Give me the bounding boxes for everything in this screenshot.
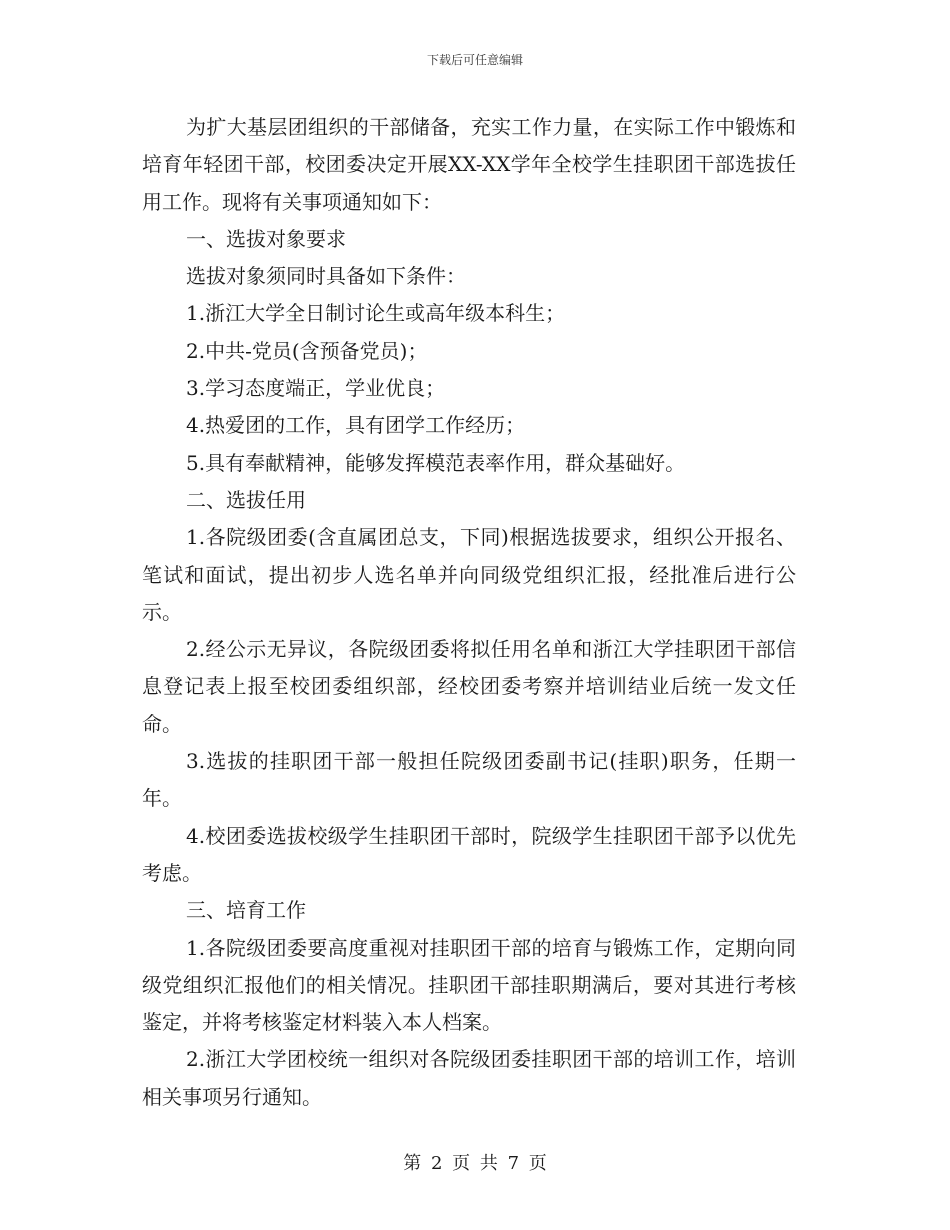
paragraph: 选拔对象须同时具备如下条件： <box>186 264 466 289</box>
list-item: 1.各院级团委要高度重视对挂职团干部的培育与锻炼工作，定期向同级党组织汇报他们的相关情况。挂职团干部挂职期满后，要对其进行考核鉴定，并将考核鉴定材料装入本人档案。 <box>142 935 796 1035</box>
list-item: 3.选拔的挂职团干部一般担任院级团委副书记(挂职)职务，任期一年。 <box>142 749 796 811</box>
page-number: 第 2 页 共 7 页 <box>403 1153 547 1174</box>
list-item: 1.各院级团委(含直属团总支，下同)根据选拔要求，组织公开报名、笔试和面试，提出初步人选名单并向同级党组织汇报，经批准后进行公示。 <box>142 525 796 624</box>
list-item: 4.热爱团的工作，具有团学工作经历； <box>186 413 526 438</box>
list-item: 5.具有奉献精神，能够发挥模范表率作用，群众基础好。 <box>186 450 686 475</box>
list-item: 4.校团委选拔校级学生挂职团干部时，院级学生挂职团干部予以优先考虑。 <box>142 823 796 885</box>
list-item: 1.浙江大学全日制讨论生或高年级本科生； <box>186 301 566 326</box>
document-body <box>142 109 796 1116</box>
intro-paragraph: 为扩大基层团组织的干部储备，充实工作力量，在实际工作中锻炼和培育年轻团干部，校团委决定开展XX-XX学年全校学生挂职团干部选拔任用工作。现将有关事项通知如下： <box>142 115 796 214</box>
list-item: 2.浙江大学团校统一组织对各院级团委挂职团干部的培训工作，培训相关事项另行通知。 <box>142 1047 796 1109</box>
list-item: 2.中共-党员(含预备党员)； <box>186 338 428 363</box>
section-heading-2: 二、选拔任用 <box>186 487 306 512</box>
page-header-note: 下载后可任意编辑 <box>426 53 523 67</box>
section-heading-1: 一、选拔对象要求 <box>186 226 346 251</box>
section-heading-3: 三、培育工作 <box>186 898 306 923</box>
list-item: 3.学习态度端正，学业优良； <box>186 376 446 401</box>
list-item: 2.经公示无异议，各院级团委将拟任用名单和浙江大学挂职团干部信息登记表上报至校团委组织部，经校团委考察并培训结业后统一发文任命。 <box>142 637 796 736</box>
